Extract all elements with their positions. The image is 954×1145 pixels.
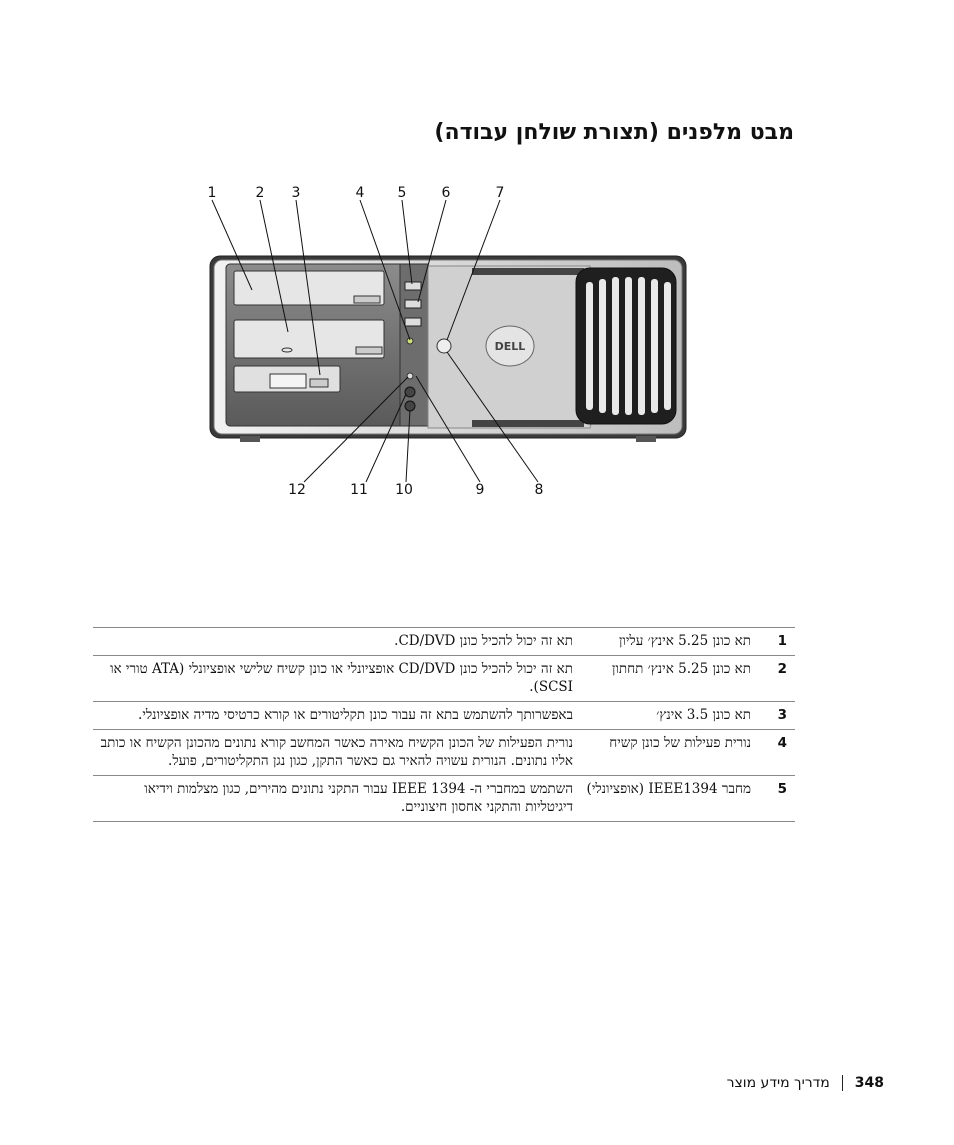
component-name: תא כונן 5.25 אינץ׳ תחתון — [577, 656, 755, 702]
callout-1: 1 — [207, 185, 217, 201]
page-number: 348 — [854, 1075, 884, 1091]
callout-4: 4 — [355, 185, 365, 201]
page-title: מבט מלפנים (תצורת שולחן עבודה) — [434, 120, 794, 145]
component-description: השתמש במחברי ה- IEEE 1394 עבור התקני נתונים מהירים, כגון מצלמות וידיאו דיגיטליות והתקני אחסון חיצוניים. — [93, 776, 577, 822]
page-footer — [727, 1075, 884, 1091]
component-table — [93, 627, 795, 822]
callout-10: 10 — [395, 482, 413, 498]
component-name: נורית פעילות של כונן קשיח — [577, 730, 755, 776]
document-title: מדריך מידע מוצר — [726, 1075, 830, 1091]
callout-3: 3 — [291, 185, 301, 201]
table-row — [93, 628, 795, 656]
callout-11: 11 — [350, 482, 368, 498]
table-row — [93, 776, 795, 822]
callout-9: 9 — [475, 482, 485, 498]
callout-12: 12 — [288, 482, 306, 498]
logo-text: DELL — [494, 340, 526, 353]
power-button — [437, 339, 451, 353]
component-name: תא כונן 5.25 אינץ׳ עליון — [577, 628, 755, 656]
callout-6: 6 — [441, 185, 451, 201]
callout-5: 5 — [397, 185, 407, 201]
row-number: 2 — [755, 656, 795, 702]
component-name: תא כונן 3.5 אינץ׳ — [577, 702, 755, 730]
callout-7: 7 — [495, 185, 505, 201]
footer-separator — [842, 1075, 843, 1091]
row-number: 5 — [755, 776, 795, 822]
row-number: 1 — [755, 628, 795, 656]
component-description: תא זה יכול להכיל כונן CD/DVD אופציונלי או כונן קשיח שלישי אופציונלי (ATA טורי או SCSI). — [93, 656, 577, 702]
component-description: באפשרותך להשתמש בתא זה עבור כונן תקליטורים או קורא כרטיסי מדיה אופציונלי. — [93, 702, 577, 730]
callout-2: 2 — [255, 185, 265, 201]
table-row — [93, 702, 795, 730]
table-row — [93, 730, 795, 776]
table-row — [93, 656, 795, 702]
component-name: מחבר IEEE1394 (אופציונלי) — [577, 776, 755, 822]
computer-front-view-figure — [190, 180, 710, 510]
callout-8: 8 — [534, 482, 544, 498]
computer-illustration — [190, 180, 710, 510]
component-description: נורית הפעילות של הכונן הקשיח מאירה כאשר המחשב קורא נתונים מהכונן הקשיח או כותב אליו נתונים. הנורית עשויה להאיר גם כאשר התקן, כגון נגן התקליטורים, פועל. — [93, 730, 577, 776]
row-number: 4 — [755, 730, 795, 776]
row-number: 3 — [755, 702, 795, 730]
component-description: תא זה יכול להכיל כונן CD/DVD. — [93, 628, 577, 656]
